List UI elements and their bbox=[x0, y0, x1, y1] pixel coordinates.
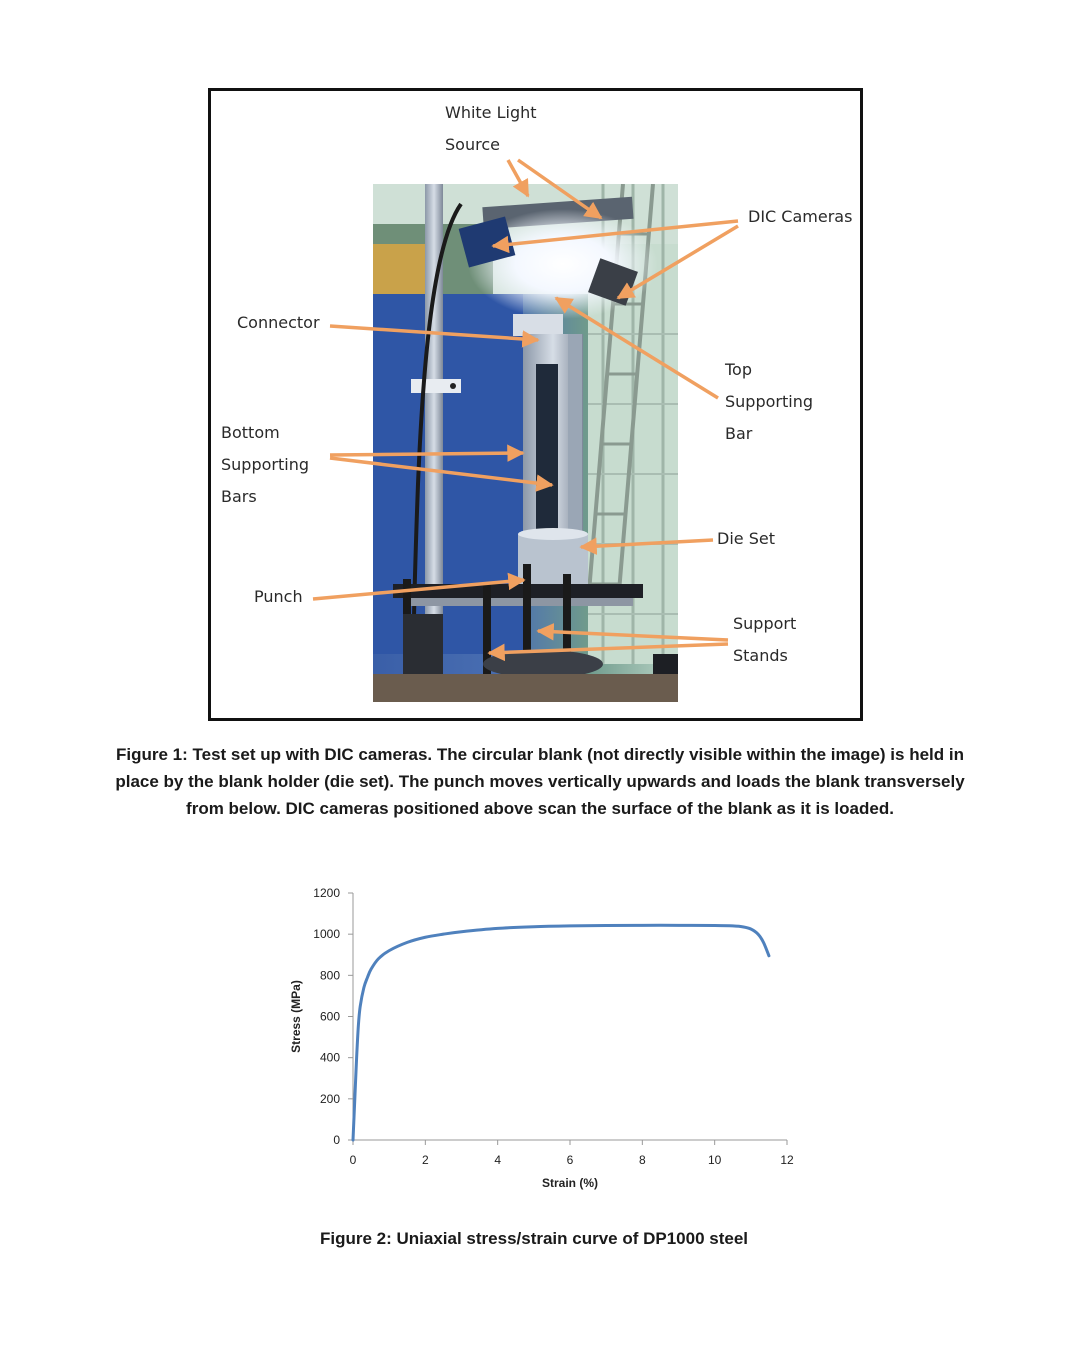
y-tick-label: 400 bbox=[319, 1050, 340, 1065]
label-support-1: Support bbox=[733, 614, 797, 633]
x-tick-label: 8 bbox=[638, 1153, 646, 1167]
label-white-light-2: Source bbox=[445, 135, 500, 154]
figure1-caption-line-1: Figure 1: Test set up with DIC cameras. The circular blank (not directly visible within the image) is held in bbox=[116, 745, 964, 764]
y-tick-label: 0 bbox=[333, 1133, 340, 1147]
x-tick-label: 4 bbox=[494, 1153, 502, 1167]
stress-strain-chart bbox=[270, 880, 830, 1210]
label-connector: Connector bbox=[237, 313, 320, 332]
y-tick-label: 1200 bbox=[313, 886, 340, 900]
test-setup-illustration bbox=[373, 184, 678, 702]
x-tick-label: 10 bbox=[707, 1153, 722, 1167]
test-setup-photo bbox=[373, 184, 678, 702]
label-punch: Punch bbox=[254, 587, 303, 606]
x-axis-label: Strain (%) bbox=[541, 1176, 599, 1190]
label-bottom-2: Supporting bbox=[221, 455, 309, 474]
y-tick-label: 800 bbox=[319, 968, 340, 983]
y-tick-label: 200 bbox=[319, 1091, 340, 1106]
y-tick-label: 1000 bbox=[313, 927, 340, 942]
series-line-dp1000 bbox=[353, 925, 769, 1140]
figure1-frame bbox=[208, 88, 863, 721]
label-support-2: Stands bbox=[733, 646, 788, 665]
figure1-caption-line-3: from below. DIC cameras positioned above scan the surface of the blank as it is loaded. bbox=[186, 799, 894, 818]
y-axis-label: Stress (MPa) bbox=[289, 980, 303, 1053]
figure1-caption-line-2: place by the blank holder (die set). The punch moves vertically upwards and loads the blank transversely bbox=[115, 772, 965, 791]
label-bottom-3: Bars bbox=[221, 487, 257, 506]
y-tick-label: 600 bbox=[319, 1009, 340, 1024]
x-tick-label: 0 bbox=[349, 1153, 357, 1167]
x-tick-label: 12 bbox=[780, 1153, 794, 1167]
chart-ticks bbox=[313, 886, 794, 1167]
chart-axes bbox=[353, 893, 787, 1140]
x-tick-label: 6 bbox=[566, 1153, 574, 1167]
label-top-3: Bar bbox=[725, 424, 753, 443]
label-white-light-1: White Light bbox=[445, 103, 537, 122]
label-die-set: Die Set bbox=[717, 529, 775, 548]
label-top-2: Supporting bbox=[725, 392, 813, 411]
label-bottom-1: Bottom bbox=[221, 423, 280, 442]
figure2-caption: Figure 2: Uniaxial stress/strain curve of DP1000 steel bbox=[320, 1229, 749, 1248]
label-top-1: Top bbox=[725, 360, 752, 379]
x-tick-label: 2 bbox=[421, 1153, 429, 1167]
label-dic-cameras: DIC Cameras bbox=[748, 207, 853, 226]
